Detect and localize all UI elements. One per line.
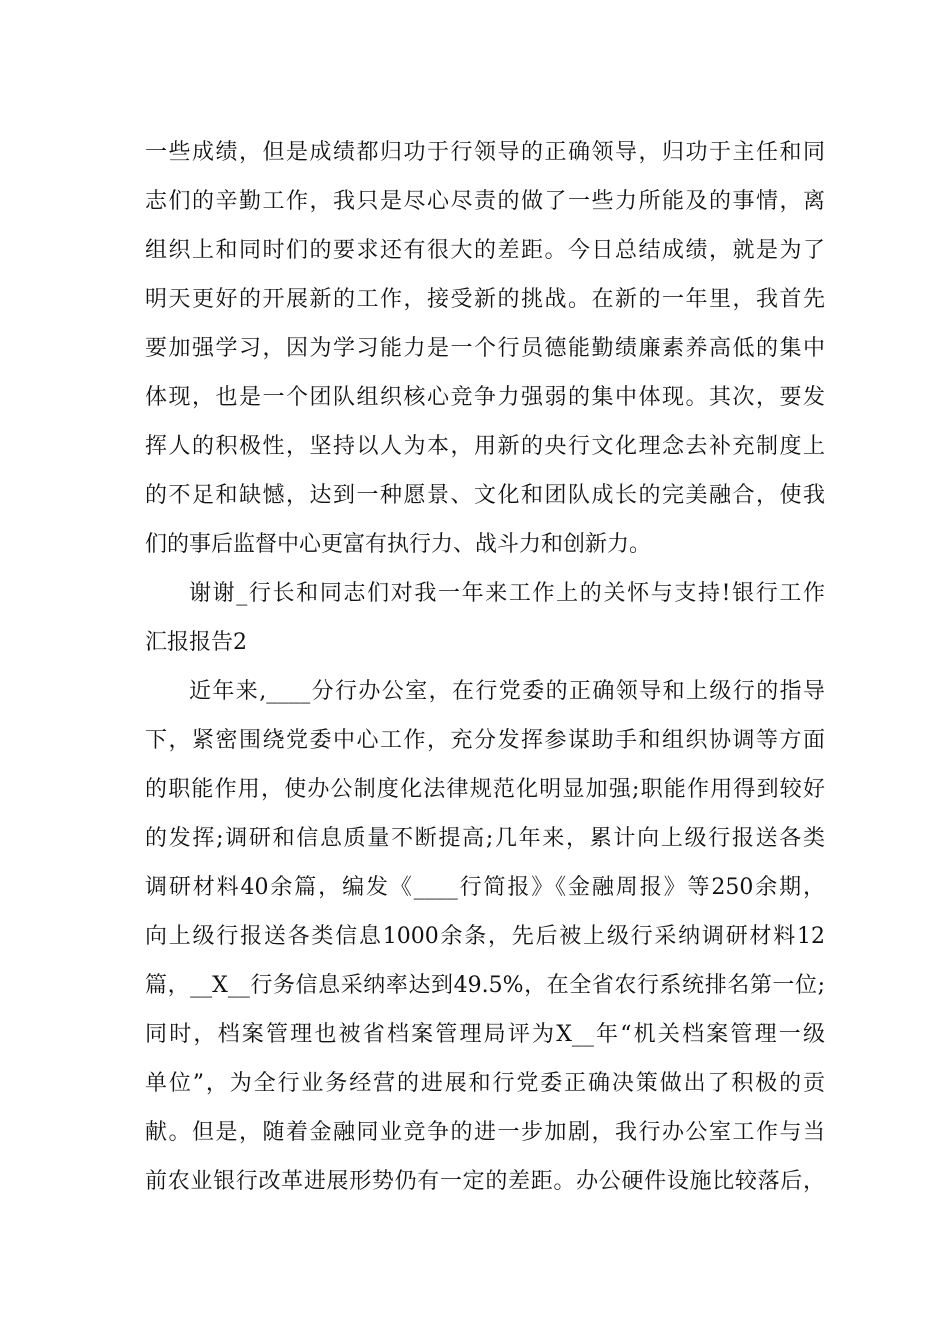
text-line: 的发挥;调研和信息质量不断提高;几年来，累计向上级行报送各类 — [145, 826, 825, 851]
text-line: 单位”，为全行业务经营的进展和行党委正确决策做出了积极的贡 — [145, 1071, 825, 1096]
text-line: 的不足和缺憾，达到一种愿景、文化和团队成长的完美融合，使我 — [145, 483, 825, 508]
document-body — [145, 128, 825, 1206]
section-heading-line: 汇报报告2 — [145, 630, 247, 655]
paragraph-1 — [145, 128, 825, 569]
text-line: 同时，档案管理也被省档案管理局评为X__年“机关档案管理一级 — [145, 1022, 825, 1047]
text-line: 调研材料40余篇，编发《____行简报》《金融周报》等250余期， — [145, 875, 825, 900]
text-line: 篇，__X__行务信息采纳率达到49.5%，在全省农行系统排名第一位; — [145, 973, 825, 998]
text-line: 挥人的积极性，坚持以人为本，用新的央行文化理念去补充制度上 — [145, 434, 825, 459]
text-line: 明天更好的开展新的工作，接受新的挑战。在新的一年里，我首先 — [145, 287, 825, 312]
text-line: 志们的辛勤工作，我只是尽心尽责的做了一些力所能及的事情，离 — [145, 189, 825, 214]
text-line: 下，紧密围绕党委中心工作，充分发挥参谋助手和组织协调等方面 — [145, 728, 825, 753]
text-line: 的职能作用，使办公制度化法律规范化明显加强;职能作用得到较好 — [145, 777, 825, 802]
text-line: 谢谢_行长和同志们对我一年来工作上的关怀与支持!银行工作 — [189, 581, 825, 606]
text-line: 近年来,____分行办公室，在行党委的正确领导和上级行的指导 — [189, 679, 825, 704]
text-line: 献。但是，随着金融同业竞争的进一步加剧，我行办公室工作与当 — [145, 1120, 825, 1145]
text-line: 体现，也是一个团队组织核心竞争力强弱的集中体现。其次，要发 — [145, 385, 825, 410]
text-line: 向上级行报送各类信息1000余条，先后被上级行采纳调研材料12 — [145, 924, 825, 949]
text-line: 们的事后监督中心更富有执行力、战斗力和创新力。 — [145, 532, 652, 557]
text-line: 一些成绩，但是成绩都归功于行领导的正确领导，归功于主任和同 — [145, 140, 825, 165]
text-line: 前农业银行改革进展形势仍有一定的差距。办公硬件设施比较落后， — [145, 1169, 825, 1194]
paragraph-2 — [145, 569, 825, 667]
text-line: 组织上和同时们的要求还有很大的差距。今日总结成绩，就是为了 — [145, 238, 825, 263]
text-line: 要加强学习，因为学习能力是一个行员德能勤绩廉素养高低的集中 — [145, 336, 825, 361]
paragraph-3 — [145, 667, 825, 1206]
